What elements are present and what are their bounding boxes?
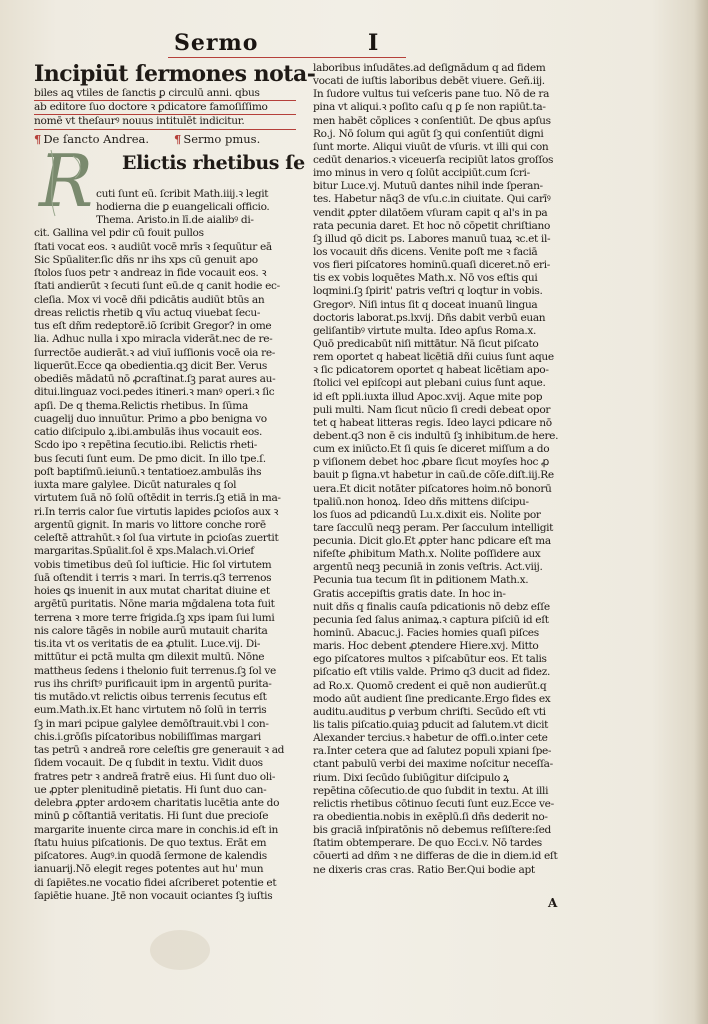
text-line: rus ihs chriſtꝰ purificauit ipm in argentū purita- bbox=[34, 677, 272, 690]
incipit-rubric bbox=[34, 87, 296, 130]
text-line: bitur Luce.vj. Mutuū dantes nihil inde ſperan- bbox=[313, 180, 543, 193]
pilcrow-icon: ¶ bbox=[34, 131, 42, 146]
text-line: rata pecunia daret. Et hoc nō cōpetit chriſtiano bbox=[313, 219, 550, 232]
text-line: repētina cōſecutio.de quo ſubdit in textu. At illi bbox=[313, 784, 549, 797]
text-line: ctant pabulū verbi dei maxime noſcitur neceſſa- bbox=[313, 758, 553, 771]
text-line: Pecunia tua tecum ſit in ꝑditionem Math.x. bbox=[313, 574, 529, 587]
text-line: ſapiētie huane. Jtē non vocauit ociantes ſꝫ iuſtis bbox=[34, 889, 273, 902]
text-line: rium. Dixi ſecūdo ſubiūgitur diſcipulo ꝝ bbox=[313, 771, 509, 784]
text-line: cuagelij duo innuūtur. Primo a ꝑbo benigna vo bbox=[34, 412, 267, 425]
text-line: ſtolos ſuos petr ꝛ andreaz in fide vocauit eos. ꝛ bbox=[34, 267, 267, 280]
text-line: delebra ꝓpter ardoꝛem charitatis lucētia ante do bbox=[34, 797, 280, 810]
text-line: debent.q3 non ē cis indultū ſꝫ inhibitum.de here. bbox=[313, 429, 559, 442]
text-line: poſt baptiſmū.ieiunū.ꝛ tentatioez.ambulās ihs bbox=[34, 465, 262, 478]
text-line: argētū puritatis. Nōne maria mḡdalena tota fuit bbox=[34, 598, 275, 611]
text-line: laboribus inſudātes.ad deſignādum q ad fidem bbox=[313, 62, 546, 74]
text-line: ad Ro.x. Quomō credent ei quē non audierūt.q bbox=[313, 679, 547, 692]
text-line: Thema. Aristo.in lī.de aialibꝰ di- bbox=[96, 214, 254, 227]
rubric-line: nomē vt theſaurꝰ nouus intitulēt indicitur. bbox=[34, 115, 296, 129]
text-line: piſcatores. Augꝰ.in quodā ſermone de kalendis bbox=[34, 850, 267, 863]
text-line: hominū. Abacuc.j. Facies homies quaſi piſces bbox=[313, 627, 539, 640]
text-line: relictis rhetibus cōtinuo ſecuti ſunt euz.Ecce ve- bbox=[313, 797, 554, 810]
decorated-initial-icon bbox=[37, 142, 99, 222]
text-line: bus ſecuti ſunt eum. De pmo dicit. In illo tpe.ſ. bbox=[34, 452, 266, 465]
signature-mark: A bbox=[548, 896, 558, 910]
text-line: chis.i.grōſis piſcatoribus nobiliſſimas margari bbox=[34, 730, 261, 743]
text-line: mittūtur ei pctā multa qm dilexit multū. Nōne bbox=[34, 651, 265, 664]
text-line: obediēs mādatū nō ꝓcraſtinat.ſꝫ parat aures au- bbox=[34, 373, 276, 386]
text-line: ſꝫ illud qō dicit ps. Labores manuū tuaꝝ ꝛc.et il- bbox=[313, 232, 551, 245]
running-head-title: Sermo bbox=[174, 30, 259, 56]
text-line: lia. Adhuc nulla i xpo miracla viderāt.nec de re- bbox=[34, 333, 273, 346]
pilcrow-icon: ¶ bbox=[174, 131, 182, 146]
text-line: men habēt cōplices ꝛ conſentiūt. De qbus apſus bbox=[313, 114, 551, 127]
text-line: modo aūt audient ſine predicante.Ergo fides ex bbox=[313, 692, 551, 705]
text-line: Quō predicabūt niſi mittātur. Nā ſicut piſcato bbox=[313, 337, 539, 350]
text-line: imo minus in vero q ſolūt accipiūt.cum ſcri- bbox=[313, 167, 530, 180]
text-line: Sic Spūaliter.ſic dñs nr ihs xps cū genuit apo bbox=[34, 253, 258, 266]
text-line: ra.Inter cetera que ad ſalutez populi xpiani ſpe- bbox=[313, 745, 552, 758]
running-head-rule bbox=[168, 57, 406, 58]
text-line: p viſionem debet hoc ꝓbare ſicut moyſes hoc ꝓ bbox=[313, 456, 549, 469]
text-line: ditui.linguaz voci.pedes itineri.ꝛ manꝰ operi.ꝛ ſic bbox=[34, 386, 275, 399]
text-line: id eſt ppli.iuxta illud Apoc.xvij. Aque mite pop bbox=[313, 390, 543, 403]
rubric-line: biles aꝗ vtiles de ſanctis ꝑ circulū anni. qbus bbox=[34, 87, 296, 101]
text-line: virtutem ſuā nō ſolū oſtēdit in terris.ſꝫ etiā in ma- bbox=[34, 492, 281, 505]
text-line: nis calore tāgēs in nobile aurū mutauit charita bbox=[34, 624, 268, 637]
text-line: In ſudore vultus tui veſceris pane tuo. Nō de ra bbox=[313, 88, 550, 101]
text-line: hoies ꝗs inuenit in aux mutat charitat diuine et bbox=[34, 585, 270, 598]
text-line: argentū gignit. In maris vo littore conche rorē bbox=[34, 518, 266, 531]
text-line: minū ꝑ cōſtantiā veritatis. Hi ſunt due precioſe bbox=[34, 810, 269, 823]
text-line: cit. Gallina vel pdir cū fouit pullos bbox=[34, 227, 204, 240]
text-line: ianuarij.Nō elegit reges potentes aut hu' mun bbox=[34, 863, 264, 876]
text-line: rem oportet q habeat licētiā dñi cuius ſunt aque bbox=[313, 351, 554, 364]
text-line: cum ex iniūcto.Et ſi quis ſe diceret miſſum a do bbox=[313, 443, 550, 456]
sermon-title-text: De ſancto Andrea. bbox=[43, 131, 150, 146]
text-line: Gregorꝰ. Niſi intus ſit q doceat inuanū lingua bbox=[313, 298, 538, 311]
text-line: tes. Habetur nāq3 de vſu.c.in ciuitate. Qui carīꝰ bbox=[313, 193, 551, 206]
text-line: ne dixeris cras cras. Ratio Ber.Qui bodie apt bbox=[313, 863, 535, 876]
text-line: margarite inuente circa mare in conchis.id eſt in bbox=[34, 823, 279, 836]
text-line: Ro.j. Nō ſolum qui agūt ſꝫ qui conſentiūt digni bbox=[313, 127, 544, 140]
foxing-spot bbox=[150, 930, 210, 970]
text-line: cedūt denarios.ꝛ viceuerſa recipiūt latos groſſos bbox=[313, 153, 554, 166]
text-line: argentū neqꝫ pecuniā in zonis veſtris. Act.viij. bbox=[313, 561, 543, 574]
text-line: ra obedientia.nobis in exēplū.ſi dñs dederit no- bbox=[313, 811, 548, 824]
text-line: tare ſacculū neqꝫ peram. Per ſacculum intelligit bbox=[313, 521, 554, 534]
right-column bbox=[313, 62, 595, 877]
text-line: cuti ſunt eū. ſcribit Math.iiij.ꝛ legit bbox=[96, 187, 269, 200]
text-line: vobis timetibus deū ſol iuſticie. Hic ſol virtutem bbox=[34, 558, 272, 571]
text-line: iuxta mare galylee. Dicūt naturales q ſol bbox=[34, 479, 237, 492]
text-line: tas petrū ꝛ andreā rore celeſtis gre generauit ꝛ ad bbox=[34, 744, 285, 757]
text-line: hodierna die ꝑ euangelicali officio. bbox=[96, 200, 270, 213]
text-line: bis graciā inſpiratōnis nō debemus reſiſtere:ſed bbox=[313, 824, 551, 837]
text-line: ſidem vocauit. De q ſubdit in textu. Vidit duos bbox=[34, 757, 263, 770]
text-line: puli multi. Nam ſicut nūcio ſi credi debeat opor bbox=[313, 403, 551, 416]
text-line: tis mutādo.vt relictis oibus terrenis ſecutus eſt bbox=[34, 691, 267, 704]
text-line: ſtati andierūt ꝛ ſecuti ſunt eū.de q canit hodie ec- bbox=[34, 280, 280, 293]
text-line: tus eſt dñm redeptorē.iõ ſcribit Gregor? in ome bbox=[34, 320, 272, 333]
text-line: ſtatim obtemperare. De quo Ecci.v. Nō tardes bbox=[313, 837, 542, 850]
text-line: ſtatu huius piſcationis. De quo textus. Erāt em bbox=[34, 836, 267, 849]
text-line: ſtolici vel epiſcopi aut plebani cuius ſunt aque. bbox=[313, 377, 546, 390]
text-line: dreas relictis rhetib ꝗ vīu actuq viuebat ſecu- bbox=[34, 306, 261, 319]
text-line: uera.Et dicit notāter piſcatores hoim.nō bonorū bbox=[313, 482, 552, 495]
left-column bbox=[34, 61, 316, 903]
text-line: ue ꝓpter plenitudinē pietatis. Hi ſunt duo can- bbox=[34, 783, 267, 796]
text-line: di ſapiētes.ne vocatio fidei aſcriberet potentie et bbox=[34, 876, 277, 889]
first-line: Elictis rhetibus ſe bbox=[122, 151, 305, 174]
text-line: pina vt aliqui.ꝛ poſito caſu q ꝑ ſe non rapiūt.ta- bbox=[313, 101, 546, 114]
text-line: eum.Math.ix.Et hanc virtutem nō ſolū in terris bbox=[34, 704, 267, 717]
text-line: loqmini.ſꝫ ſpirit' patris veſtri q loqtur in vobis. bbox=[313, 285, 543, 298]
text-line: ꝛ ſic pdicatorem oportet q habeat licētiam apo- bbox=[313, 364, 549, 377]
text-line: vos fieri piſcatores hominū.quaſi diceret.nō eri- bbox=[313, 259, 550, 272]
text-line: liquerūt.Ecce ꝗa obedientia.qꝫ dicit Ber. Verus bbox=[34, 359, 268, 372]
running-head bbox=[168, 30, 406, 60]
text-line: lis talis piſcatio.quiaꝫ pducit ad ſalutem.vt dicit bbox=[313, 719, 549, 732]
text-line: mattheus ſedens i thelonio fuit terrenus.ſꝫ ſol ve bbox=[34, 664, 276, 677]
rubric-line: ab editore ſuo doctore ꝛ ꝑdicatore famoſiſſimo bbox=[34, 101, 296, 115]
folio-number: I bbox=[368, 30, 379, 56]
left-line-list bbox=[34, 227, 296, 903]
text-line: maris. Hoc debent ꝓtendere Hiere.xvj. Mitto bbox=[313, 640, 539, 653]
text-line: ego piſcatores multos ꝛ piſcabūtur eos. Et talis bbox=[313, 653, 547, 666]
text-line: vocati de iuſtis laboribus debēt viuere. Geñ.iij. bbox=[313, 75, 545, 88]
text-line: ſꝫ in mari pcipue galylee demōſtrauit.vbi l con- bbox=[34, 717, 269, 730]
text-line: nuit dñs q finalis cauſa pdicationis nō debz eſſe bbox=[313, 600, 550, 613]
text-line: tis ex vobis loquētes Math.x. Nō vos eſtis qui bbox=[313, 272, 538, 285]
text-line: tpaliū.non honoꝝ. Ideo dñs mittens diſcipu- bbox=[313, 495, 529, 508]
text-line: auditu.auditus ꝑ verbum chriſti. Secūdo eſt vti bbox=[313, 705, 546, 718]
text-line: tis.ita vt os veritatis de ea ꝓtulit. Luce.vij. Di- bbox=[34, 638, 261, 651]
text-line: ri.In terris calor ſue virtutis lapides ꝑcioſos aux ꝛ bbox=[34, 505, 279, 518]
right-body-text bbox=[313, 62, 595, 877]
text-line: catio diſcipulo ꝝ.ibi.ambulās ihus vocauit eos. bbox=[34, 426, 262, 439]
text-line: fratres petr ꝛ andreā fratrē eius. Hi ſunt duo oli- bbox=[34, 770, 276, 783]
text-line: bauit p ſigna.vt habetur in caū.de cōſe.diſt.iij.Re bbox=[313, 469, 554, 482]
sermon-number bbox=[174, 130, 260, 148]
text-line: terrena ꝛ more terre frigida.ſꝫ xps ipam ſui lumi bbox=[34, 611, 275, 624]
text-line: margaritas.Spūalit.ſol ē xps.Malach.vi.Orief bbox=[34, 545, 254, 558]
text-line: doctoris laborat.ps.lxvij. Dñs dabit verbū euan bbox=[313, 311, 546, 324]
text-line: piſcatio eſt vtilis valde. Primo q3 ducit ad fidez. bbox=[313, 666, 550, 679]
text-line: vendit ꝓpter dilatōem vſuram capit q al's in pa bbox=[313, 206, 548, 219]
text-line: nifeſte ꝓhibitum Math.x. Nolite poſſidere aux bbox=[313, 548, 541, 561]
text-line: geliſantibꝰ virtute multa. Ideo apſus Roma.x. bbox=[313, 324, 537, 337]
text-line: pecunia ſed ſalus animaꝝ.ꝛ captura piſciū id eſt bbox=[313, 613, 549, 626]
text-line: los ſuos ad pdicandū Lu.x.dixit eis. Nolite por bbox=[313, 508, 541, 521]
text-line: celeſtē attrahūt.ꝛ ſol ſua virtute in ꝑcioſas zuertit bbox=[34, 532, 279, 545]
initial-letter: R bbox=[39, 141, 94, 222]
text-line: ſurrectōe audierāt.ꝛ ad viuī iuſſionis vocē oia re- bbox=[34, 346, 276, 359]
sermon-number-text: Sermo pmus. bbox=[183, 131, 261, 146]
text-line: tet q habeat litteras regis. Ideo layci pdicare nō bbox=[313, 416, 552, 429]
text-line: apſi. De q thema.Relictis rhetibus. In ſūma bbox=[34, 399, 248, 412]
text-line: ſunt morte. Aliqui viuūt de vſuris. vt illi qui con bbox=[313, 140, 549, 153]
text-line: pecunia. Dicit glo.Et ꝓpter hanc pdicare eſt ma bbox=[313, 535, 551, 548]
text-line: cōuerti ad dñm ꝛ ne differas de die in diem.id eſt bbox=[313, 850, 558, 863]
text-line: los vocauit dñs dicens. Venite poſt me ꝛ faciā bbox=[313, 245, 538, 258]
text-line: Scdo ipo ꝛ repētina ſecutio.ibi. Relictis rheti- bbox=[34, 439, 257, 452]
page-edge-shadow bbox=[694, 0, 708, 1024]
text-line: ſuā oſtendit i terris ꝛ mari. In terris.q3 terrenos bbox=[34, 571, 272, 584]
text-line: Gratis accepiſtis gratis date. In hoc in- bbox=[313, 587, 506, 600]
left-body-text bbox=[34, 188, 296, 904]
incipit-heading: Incipiūt ſermones nota- bbox=[34, 61, 316, 87]
text-line: Alexander tercius.ꝛ habetur de offi.o.inter cete bbox=[313, 732, 548, 745]
text-line: cleſia. Mox vi vocē dñi pdicātis audiūt btūs an bbox=[34, 293, 265, 306]
text-line: ſtati vocat eos. ꝛ audiūt vocē mrīs ꝛ ſequūtur eā bbox=[34, 240, 272, 253]
